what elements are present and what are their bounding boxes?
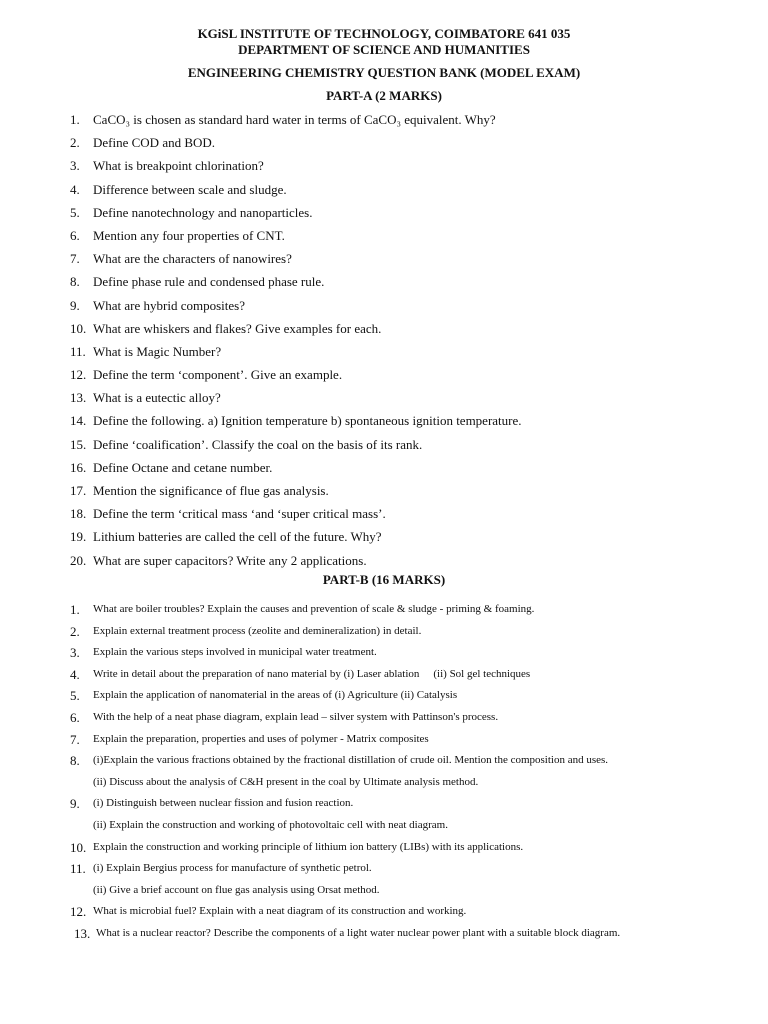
question-number: 12.	[70, 904, 87, 920]
question-number: 10.	[70, 839, 87, 855]
question-text: Lithium batteries are called the cell of the future. Why?	[93, 529, 382, 545]
question-number: 3.	[70, 158, 80, 174]
part-a-question	[0, 525, 768, 548]
question-text: Mention the significance of flue gas analysis.	[93, 483, 329, 498]
question-text: Define ‘coalification’. Classify the coal on the basis of its rank.	[93, 436, 423, 452]
part-a-question	[0, 131, 768, 154]
question-number: 2.	[70, 623, 80, 639]
part-a-question	[0, 294, 768, 317]
question-text: What is breakpoint chlorination?	[93, 158, 264, 174]
part-a-heading: PART-A (2 MARKS)	[326, 88, 442, 103]
part-a-question	[0, 433, 768, 456]
part-a-question	[0, 154, 768, 177]
question-number: 7.	[70, 731, 80, 747]
question-number: 13.	[74, 925, 91, 941]
question-text: (ii) Give a brief account on flue gas analysis using Orsat method.	[93, 883, 380, 896]
part-b-question	[0, 707, 768, 729]
question-number: 19.	[70, 529, 87, 545]
part-b-question	[0, 664, 768, 686]
question-number: 3.	[70, 645, 80, 661]
question-number: 9.	[70, 297, 80, 313]
part-b-question	[0, 837, 768, 859]
question-number: 17.	[70, 483, 87, 498]
question-text: Define Octane and cetane number.	[93, 459, 273, 475]
part-b-question	[0, 685, 768, 707]
question-text: What are whiskers and flakes? Give examples for each.	[93, 320, 382, 336]
question-number: 11.	[70, 343, 86, 359]
question-number: 11.	[70, 861, 86, 877]
question-number: 1.	[70, 112, 80, 127]
question-text-extra: (ii) Sol gel techniques	[433, 667, 531, 680]
question-number: 9.	[70, 796, 80, 812]
part-a-question	[0, 409, 768, 432]
part-a-question	[0, 363, 768, 386]
question-number: 7.	[70, 251, 80, 267]
question-number: 1.	[70, 602, 80, 617]
part-a-question	[0, 456, 768, 479]
question-text: What is Magic Number?	[93, 343, 222, 359]
question-text-group	[93, 793, 448, 836]
part-b-question	[0, 599, 768, 621]
question-text: (ii) Explain the construction and working of photovoltaic cell with neat diagram.	[93, 818, 448, 831]
part-a-question	[0, 340, 768, 363]
part-a-question	[0, 502, 768, 525]
question-text: Define the term ‘component’. Give an example.	[93, 367, 343, 383]
question-text-group	[93, 750, 608, 793]
question-number: 10.	[70, 320, 87, 336]
question-number: 4.	[70, 666, 80, 682]
question-number: 2.	[70, 135, 80, 151]
question-text: Explain the various steps involved in municipal water treatment.	[93, 646, 377, 659]
part-b-question	[0, 729, 768, 751]
institute-name: KGiSL INSTITUTE OF TECHNOLOGY, COIMBATORE 641 035	[197, 26, 571, 41]
question-text: Define the term ‘critical mass ‘and ‘super critical mass’.	[93, 506, 386, 522]
part-a-question	[0, 201, 768, 224]
question-text: Explain the construction and working principle of lithium ion battery (LIBs) with its applications.	[93, 840, 524, 853]
part-a-question	[0, 386, 768, 409]
question-text: Define nanotechnology and nanoparticles.	[93, 204, 313, 220]
part-b-question	[0, 750, 768, 793]
question-text: (ii) Discuss about the analysis of C&H present in the coal by Ultimate analysis method.	[93, 775, 479, 788]
part-b-question	[0, 621, 768, 643]
part-a-question	[0, 178, 768, 201]
question-number: 6.	[70, 227, 80, 243]
question-text: What are the characters of nanowires?	[93, 251, 292, 267]
part-b-question-list	[0, 599, 768, 945]
question-number: 6.	[70, 709, 80, 725]
question-text: Define the following. a) Ignition temperature b) spontaneous ignition temperature.	[93, 413, 522, 429]
question-number: 12.	[70, 367, 87, 383]
part-a-question-list	[0, 108, 768, 572]
document-title: ENGINEERING CHEMISTRY QUESTION BANK (MODEL EXAM)	[187, 65, 581, 80]
question-number: 20.	[70, 552, 87, 568]
question-text: What are boiler troubles? Explain the causes and prevention of scale & sludge - priming & foaming.	[93, 603, 535, 615]
part-a-question	[0, 224, 768, 247]
question-text: (i) Explain Bergius process for manufacture of synthetic petrol.	[93, 862, 372, 875]
question-text: Define phase rule and condensed phase rule.	[93, 274, 325, 290]
question-text: (i)Explain the various fractions obtained by the fractional distillation of crude oil. Mention the composition and uses.	[93, 754, 609, 767]
question-text: Write in detail about the preparation of nano material by (i) Laser ablation	[93, 667, 420, 680]
question-text: (i) Distinguish between nuclear fission and fusion reaction.	[93, 797, 354, 810]
question-text: Mention any four properties of CNT.	[93, 227, 285, 243]
question-text-group	[93, 664, 530, 686]
question-text: Explain the preparation, properties and uses of polymer - Matrix composites	[93, 732, 429, 745]
question-number: 4.	[70, 181, 80, 197]
part-a-question	[0, 108, 768, 131]
question-text: CaCO₃ is chosen as standard hard water in terms of CaCO₃ equivalent. Why?	[93, 112, 496, 127]
question-number: 13.	[70, 390, 87, 406]
part-a-question	[0, 247, 768, 270]
question-text: With the help of a neat phase diagram, explain lead – silver system with Pattinson's process.	[93, 710, 499, 723]
question-text: What is microbial fuel? Explain with a neat diagram of its construction and working.	[93, 905, 467, 918]
question-number: 15.	[70, 436, 87, 452]
part-b-question	[0, 923, 768, 945]
part-b-question	[0, 901, 768, 923]
question-number: 16.	[70, 459, 87, 475]
question-text: What are hybrid composites?	[93, 297, 245, 313]
question-number: 5.	[70, 204, 80, 220]
question-text: Explain the application of nanomaterial in the areas of (i) Agriculture (ii) Catalysis	[93, 689, 458, 702]
part-a-question	[0, 270, 768, 293]
question-number: 18.	[70, 506, 87, 522]
part-a-question	[0, 317, 768, 340]
question-text: What is a eutectic alloy?	[93, 390, 221, 406]
part-a-question	[0, 479, 768, 502]
part-b-heading: PART-B (16 MARKS)	[322, 572, 446, 587]
part-b-question	[0, 642, 768, 664]
question-text: Define COD and BOD.	[93, 135, 216, 151]
question-text-group	[93, 858, 380, 901]
part-a-question	[0, 549, 768, 572]
question-text: Difference between scale and sludge.	[93, 181, 287, 197]
question-number: 5.	[70, 688, 80, 704]
question-number: 14.	[70, 413, 87, 429]
part-b-question	[0, 858, 768, 901]
question-text: What is a nuclear reactor? Describe the components of a light water nuclear power plant with a suitable block diagram.	[96, 926, 621, 939]
department-name: DEPARTMENT OF SCIENCE AND HUMANITIES	[238, 42, 530, 57]
question-number: 8.	[70, 274, 80, 290]
question-text: What are super capacitors? Write any 2 applications.	[93, 552, 367, 568]
question-number: 8.	[70, 753, 80, 769]
question-text: Explain external treatment process (zeolite and demineralization) in detail.	[93, 624, 422, 637]
part-b-question	[0, 793, 768, 836]
